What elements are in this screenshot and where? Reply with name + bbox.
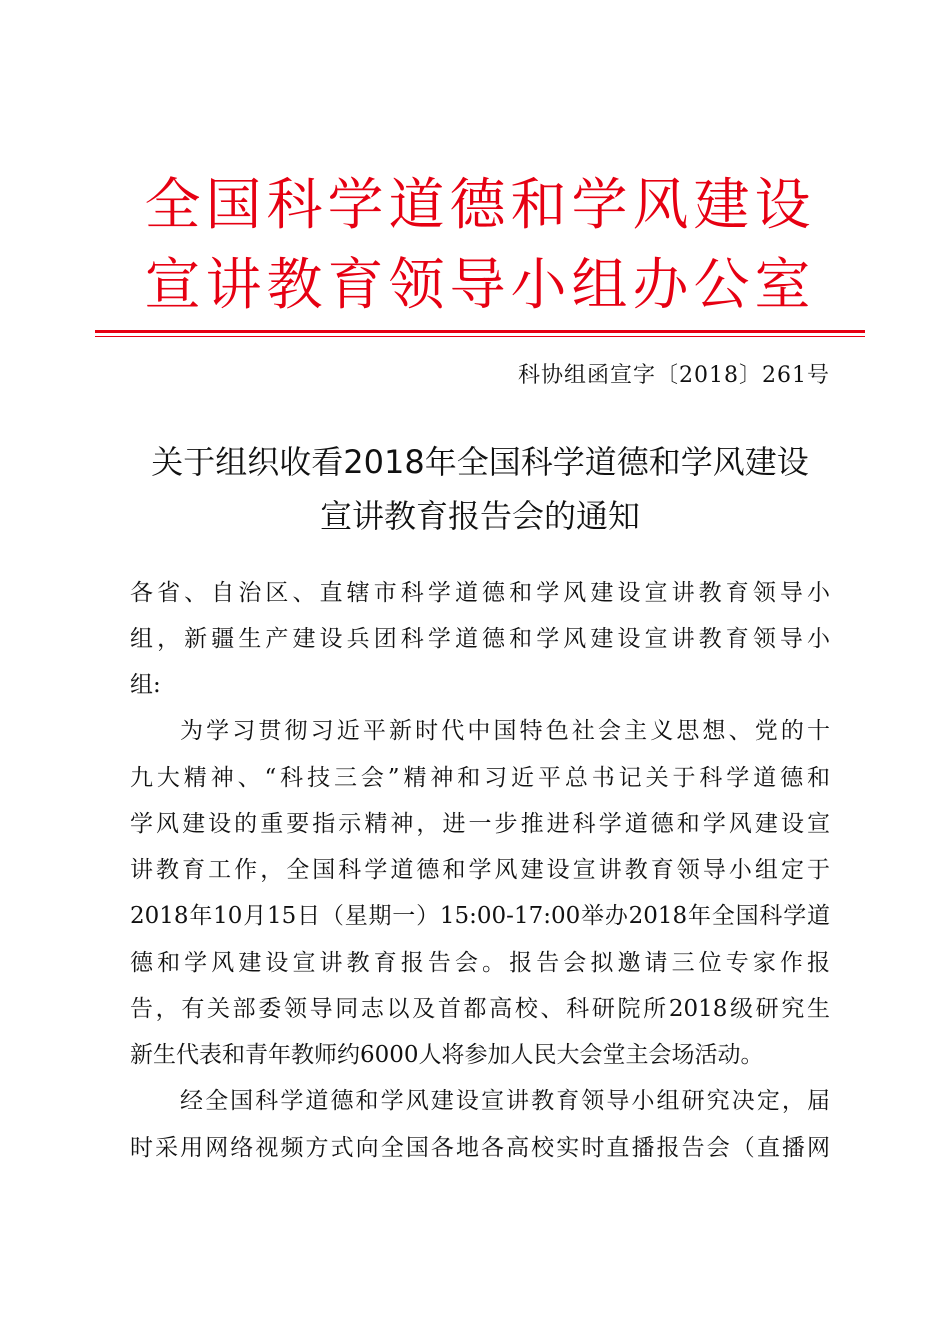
body-line: 2018年10月15日（星期一）15:00-17:00举办2018年全国科学道 (130, 903, 830, 929)
body-line: 学风建设的重要指示精神，进一步推进科学道德和学风建设宣 (130, 811, 830, 837)
document-title-line-2: 宣讲教育报告会的通知 (319, 497, 640, 535)
body-line: 德和学风建设宣讲教育报告会。报告会拟邀请三位专家作报 (130, 950, 830, 976)
body-line: 时采用网络视频方式向全国各地各高校实时直播报告会（直播网 (130, 1135, 830, 1161)
body-line: 经全国科学道德和学风建设宣讲教育领导小组研究决定，届 (180, 1088, 830, 1114)
body-line: 为学习贯彻习近平新时代中国特色社会主义思想、党的十 (180, 718, 830, 744)
body-line: 组，新疆生产建设兵团科学道德和学风建设宣讲教育领导小 (130, 626, 830, 652)
body-line: 新生代表和青年教师约6000人将参加人民大会堂主会场活动。 (130, 1042, 764, 1068)
letterhead-red-rule-thin (95, 336, 865, 337)
body-line: 各省、自治区、直辖市科学道德和学风建设宣讲教育领导小 (130, 580, 830, 606)
document-title-line-1: 关于组织收看2018年全国科学道德和学风建设 (151, 443, 809, 481)
letterhead-line-1: 全国科学道德和学风建设 (144, 173, 816, 238)
body-line: 九大精神、“科技三会”精神和习近平总书记关于科学道德和 (130, 765, 830, 791)
letterhead-line-2: 宣讲教育领导小组办公室 (144, 253, 816, 318)
letterhead-red-rule (95, 330, 865, 333)
body-line: 组: (130, 672, 161, 698)
document-number: 科协组函宣字〔2018〕261号 (518, 363, 830, 388)
body-line: 告，有关部委领导同志以及首都高校、科研院所2018级研究生 (130, 996, 830, 1022)
body-line: 讲教育工作，全国科学道德和学风建设宣讲教育领导小组定于 (130, 857, 830, 883)
